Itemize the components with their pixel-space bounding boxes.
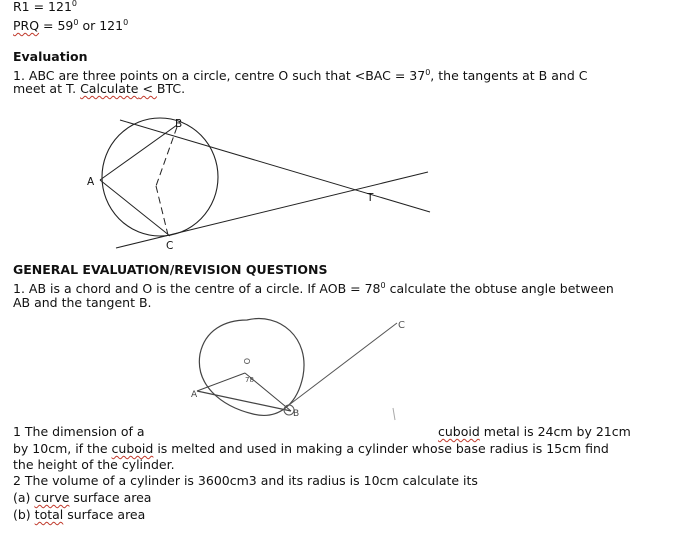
evaluation-heading: Evaluation [13,49,88,64]
point-b-label-sketch: B [293,409,300,419]
general-heading: GENERAL EVALUATION/REVISION QUESTIONS [13,262,328,277]
prq-label: PRQ [13,18,40,34]
tangent-line-b [120,120,430,212]
general-question1-line1: 1. AB is a chord and O is the centre of a circle. If AOB = $78^0$ calculate the obtuse angle between [13,281,614,297]
question3-line1: 2 The volume of a cylinder is 3600cm3 and its radius is 10cm calculate its [13,473,478,488]
point-t-label: T [367,192,374,204]
result-r1: $R1 = 121^0$ [13,0,78,15]
question3-part-b: (b) total surface area [13,507,146,522]
question2-line1-start: 1 The dimension of a [13,424,145,439]
point-c-label: C [166,240,174,252]
chord-tangent-figure [185,308,435,428]
radius-oc-dashed [156,186,168,235]
tangent-line-sketch [285,323,397,408]
point-a-label: A [87,176,95,188]
result-prq: PRQ = $59^0$ or $121^0$ [13,18,129,34]
tangent-line-c [116,172,428,248]
circle-tangent-figure [80,110,440,255]
evaluation-question-line2: meet at T. Calculate < BTC. [13,81,186,96]
point-a-label-sketch: A [191,390,198,400]
circle-outline-sketch [199,319,304,416]
point-c-label-sketch: C [398,320,405,331]
chord-ab-sketch [197,391,291,411]
circle-outline [102,118,218,236]
general-question1-line2: AB and the tangent B. [13,295,152,310]
question2-line2: by 10cm, if the cuboid is melted and used in making a cylinder whose base radius is 15cm find [13,441,609,456]
question3-part-a: (a) curve surface area [13,490,152,505]
question2-line3: the height of the cylinder. [13,457,175,472]
chord-ab [100,125,177,180]
point-o-label: O [242,358,251,365]
stray-mark [393,408,395,420]
point-b-label: B [175,118,183,130]
evaluation-question-line1: 1. ABC are three points on a circle, centre O such that $<BAC = 37^0$, the tangents at B and C [13,68,588,84]
angle-78-label: 78 [245,376,254,384]
question2-line1-end: cuboid metal is 24cm by 21cm [438,424,631,439]
